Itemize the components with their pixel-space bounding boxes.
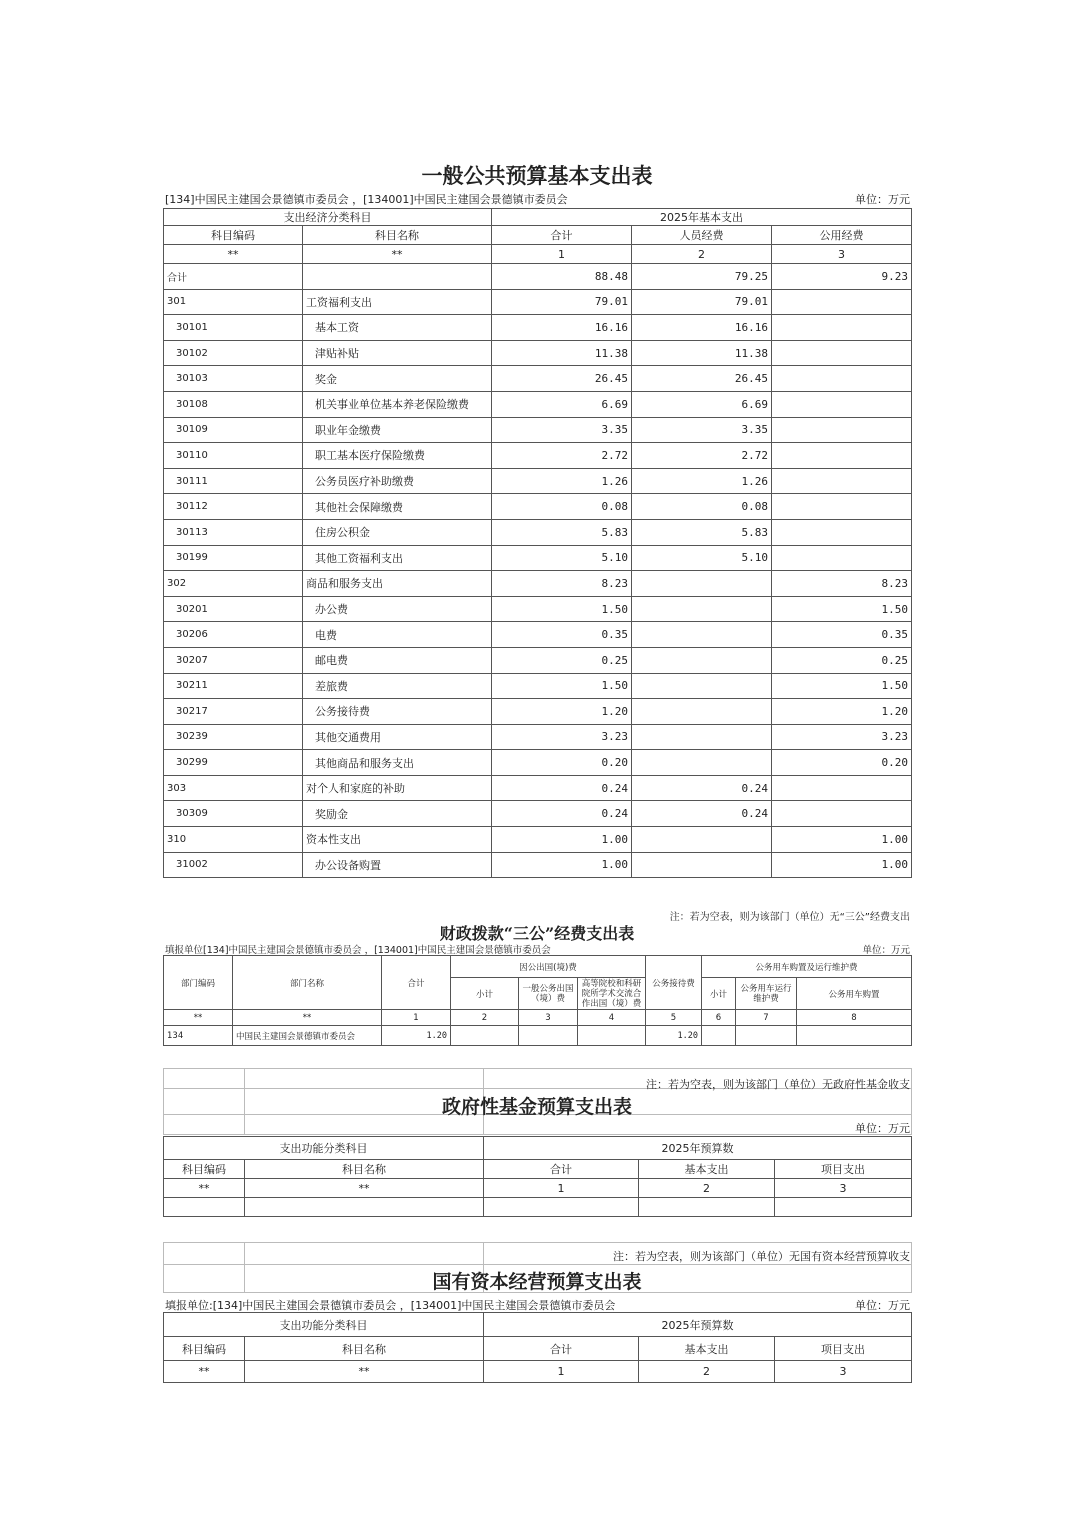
t1-cell-public [772,775,912,801]
t1-cell-personnel: 0.24 [632,775,772,801]
t1-row [164,340,912,366]
t1-cell-name: 办公设备购置 [303,852,492,878]
t2-row-vehicle-run [736,1026,797,1046]
t2-idx-cell: 2 [451,1010,519,1026]
t2-idx-cell: 8 [797,1010,912,1026]
t3-index-row [164,1179,912,1198]
t1-cell-public [772,289,912,315]
t3-idx-cell: ** [245,1179,484,1198]
t3-idx-cell: 1 [484,1179,639,1198]
t3-note: 注：若为空表，则为该部门（单位）无政府性基金收支 [646,1078,910,1091]
t1-cell-personnel [632,750,772,776]
t2-idx-cell: 4 [578,1010,646,1026]
t1-cell-public [772,545,912,571]
t4-unit-line: 填报单位:[134]中国民主建国会景德镇市委员会 ，[134001]中国民主建国会景德镇市委员会 [165,1299,616,1312]
t1-cell-code: 30309 [164,801,303,827]
t1-cell-public: 0.35 [772,622,912,648]
t1-cell-total: 0.24 [492,801,632,827]
t3-idx-cell: 3 [775,1179,912,1198]
t3-col-total: 合计 [484,1160,639,1179]
t2-row-name: 中国民主建国会景德镇市委员会 [233,1026,382,1046]
t1-cell-personnel: 16.16 [632,315,772,341]
t4-col-basic: 基本支出 [639,1337,775,1361]
t1-cell-code: 30102 [164,340,303,366]
t1-cell-total: 1.00 [492,827,632,853]
t2-col-vehicle-buy: 公务用车购置 [797,978,912,1010]
t1-cell-name: 资本性支出 [303,827,492,853]
t1-cell-personnel: 2.72 [632,443,772,469]
t4-idx-cell: ** [164,1361,245,1383]
t1-cell-total: 11.38 [492,340,632,366]
t1-cell-total: 16.16 [492,315,632,341]
t2-col-subtotal: 小计 [451,978,519,1010]
t1-cell-public [772,519,912,545]
t1-row [164,775,912,801]
t2-col-total: 合计 [382,956,451,1010]
t1-cell-total: 8.23 [492,571,632,597]
t2-group-abroad: 因公出国(境)费 [451,956,646,978]
t1-row [164,545,912,571]
t3-title: 政府性基金预算支出表 [441,1096,632,1118]
t1-cell-total: 88.48 [492,264,632,290]
t1-row [164,827,912,853]
t1-cell-public: 9.23 [772,264,912,290]
t1-cell-name: 差旅费 [303,673,492,699]
t1-cell-total: 0.24 [492,775,632,801]
t1-cell-total: 0.20 [492,750,632,776]
t1-cell-name: 其他商品和服务支出 [303,750,492,776]
t1-cell-name: 住房公积金 [303,519,492,545]
t1-row [164,366,912,392]
t2-col-dept-code: 部门编码 [164,956,233,1010]
t1-cell-code: 30101 [164,315,303,341]
t1-idx-3: 3 [772,245,912,264]
t1-cell-total: 3.23 [492,724,632,750]
t1-row [164,596,912,622]
t1-row [164,315,912,341]
t2-col-abroad-academic: 高等院校和科研院所学术交流合作出国（境）费 [578,978,646,1010]
t1-cell-name: 工资福利支出 [303,289,492,315]
t1-cell-public: 3.23 [772,724,912,750]
t1-cell-code: 30109 [164,417,303,443]
t2-col-vehicle-run: 公务用车运行维护费 [736,978,797,1010]
t1-cell-public [772,340,912,366]
t1-cell-public: 0.25 [772,647,912,673]
t1-cell-personnel [632,647,772,673]
t3-group-right: 2025年预算数 [484,1137,912,1160]
t4-table [163,1312,912,1383]
t1-cell-name: 对个人和家庭的补助 [303,775,492,801]
t1-col-total: 合计 [492,226,632,245]
t1-cell-code: 30211 [164,673,303,699]
t1-cell-public [772,366,912,392]
t1-cell-code: 30207 [164,647,303,673]
t1-group-left: 支出经济分类科目 [164,209,492,226]
t1-cell-code: 30217 [164,699,303,725]
t2-note: 注：若为空表，则为该部门（单位）无“三公”经费支出 [669,912,910,923]
t3-col-basic: 基本支出 [639,1160,775,1179]
t1-cell-name: 公务员医疗补助缴费 [303,468,492,494]
t1-cell-code: 合计 [164,264,303,290]
t1-cell-personnel [632,852,772,878]
t4-unit: 单位：万元 [855,1299,910,1312]
t1-cell-public [772,391,912,417]
t1-group-right: 2025年基本支出 [492,209,912,226]
t3-idx-cell: ** [164,1179,245,1198]
t1-cell-code: 30108 [164,391,303,417]
t1-body [164,264,912,878]
t1-cell-personnel [632,699,772,725]
t1-cell-name: 邮电费 [303,647,492,673]
t1-table [163,208,912,878]
t2-group-vehicle: 公务用车购置及运行维护费 [702,956,912,978]
t3-idx-cell: 2 [639,1179,775,1198]
t1-col-personnel: 人员经费 [632,226,772,245]
t1-cell-code: 30111 [164,468,303,494]
t2-idx-cell: 5 [646,1010,702,1026]
t2-col-abroad-general: 一般公务出国（境）费 [519,978,578,1010]
t2-row-subtotal [451,1026,519,1046]
t1-cell-personnel [632,596,772,622]
t1-cell-name: 基本工资 [303,315,492,341]
t1-cell-public: 1.20 [772,699,912,725]
t1-cell-name: 办公费 [303,596,492,622]
t1-cell-code: 31002 [164,852,303,878]
t1-unit-line: [134]中国民主建国会景德镇市委员会 ，[134001]中国民主建国会景德镇市委员会 [165,193,568,206]
t1-col-name: 科目名称 [303,226,492,245]
t1-cell-total: 5.83 [492,519,632,545]
t1-idx-2: 2 [632,245,772,264]
t3-unit: 单位：万元 [855,1122,910,1135]
t1-cell-code: 30110 [164,443,303,469]
t4-idx-cell: 3 [775,1361,912,1383]
t1-row [164,494,912,520]
t2-title: 财政拨款“三公”经费支出表 [439,924,635,943]
t1-row [164,852,912,878]
t1-cell-code: 30112 [164,494,303,520]
t1-cell-total: 79.01 [492,289,632,315]
t1-row [164,264,912,290]
t1-cell-personnel [632,571,772,597]
t1-cell-total: 0.25 [492,647,632,673]
t1-cell-total: 26.45 [492,366,632,392]
t3-col-project: 项目支出 [775,1160,912,1179]
t1-row [164,724,912,750]
t1-row [164,417,912,443]
t1-cell-personnel: 5.10 [632,545,772,571]
t2-row-abroad-general [519,1026,578,1046]
t2-unit: 单位：万元 [862,945,910,956]
t1-cell-code: 30199 [164,545,303,571]
t1-cell-total: 1.26 [492,468,632,494]
t2-col-vehicle-subtotal: 小计 [702,978,736,1010]
t2-row-total: 1.20 [382,1026,451,1046]
t2-col-reception: 公务接待费 [646,956,702,1010]
t1-cell-code: 30239 [164,724,303,750]
t1-cell-personnel [632,827,772,853]
t2-row-abroad-academic [578,1026,646,1046]
t1-cell-personnel: 6.69 [632,391,772,417]
t1-row [164,647,912,673]
t1-cell-total: 0.08 [492,494,632,520]
t2-idx-cell: 6 [702,1010,736,1026]
t4-index-row [164,1361,912,1383]
t1-col-code: 科目编码 [164,226,303,245]
t1-row [164,289,912,315]
t1-cell-total: 3.35 [492,417,632,443]
t4-col-project: 项目支出 [775,1337,912,1361]
t2-table [163,955,912,1046]
t1-cell-personnel: 5.83 [632,519,772,545]
t1-cell-public [772,443,912,469]
t4-idx-cell: ** [245,1361,484,1383]
t1-cell-personnel [632,673,772,699]
t1-cell-name: 其他工资福利支出 [303,545,492,571]
t1-cell-public [772,801,912,827]
t1-cell-personnel: 0.24 [632,801,772,827]
t1-cell-public [772,417,912,443]
t2-idx-cell: 7 [736,1010,797,1026]
t1-cell-personnel: 3.35 [632,417,772,443]
t2-row-code: 134 [164,1026,233,1046]
t3-table [163,1136,912,1217]
t1-cell-name: 奖励金 [303,801,492,827]
t3-col-code: 科目编码 [164,1160,245,1179]
t1-row [164,801,912,827]
t1-cell-name: 其他社会保障缴费 [303,494,492,520]
t3-col-name: 科目名称 [245,1160,484,1179]
t1-title: 一般公共预算基本支出表 [421,163,653,188]
t1-row [164,622,912,648]
t1-cell-name: 电费 [303,622,492,648]
t1-cell-total: 2.72 [492,443,632,469]
t3-empty-row [164,1198,912,1217]
t1-cell-personnel [632,724,772,750]
t2-idx-cell: ** [233,1010,382,1026]
t1-cell-public: 1.00 [772,827,912,853]
t2-col-dept-name: 部门名称 [233,956,382,1010]
t1-row [164,443,912,469]
t4-col-name: 科目名称 [245,1337,484,1361]
t1-idx-code: ** [164,245,303,264]
t1-cell-total: 1.50 [492,673,632,699]
t2-idx-cell: 3 [519,1010,578,1026]
t1-cell-name: 其他交通费用 [303,724,492,750]
t1-cell-name: 奖金 [303,366,492,392]
t1-cell-personnel: 11.38 [632,340,772,366]
t1-cell-total: 0.35 [492,622,632,648]
t1-cell-name: 机关事业单位基本养老保险缴费 [303,391,492,417]
t1-row [164,673,912,699]
t2-idx-cell: ** [164,1010,233,1026]
t1-col-public: 公用经费 [772,226,912,245]
t1-cell-personnel: 26.45 [632,366,772,392]
t2-index-row [164,1010,912,1026]
t1-cell-total: 1.00 [492,852,632,878]
t1-cell-public: 1.50 [772,673,912,699]
t1-row [164,391,912,417]
t1-cell-name: 公务接待费 [303,699,492,725]
t1-row [164,571,912,597]
t1-cell-code: 303 [164,775,303,801]
t4-col-code: 科目编码 [164,1337,245,1361]
t1-cell-name [303,264,492,290]
t1-cell-personnel: 79.01 [632,289,772,315]
t4-col-total: 合计 [484,1337,639,1361]
t1-row [164,468,912,494]
t1-cell-code: 30113 [164,519,303,545]
t2-row-vehicle-buy [797,1026,912,1046]
t1-cell-code: 30206 [164,622,303,648]
t2-idx-cell: 1 [382,1010,451,1026]
t1-cell-public [772,315,912,341]
t1-cell-code: 310 [164,827,303,853]
t1-cell-name: 职业年金缴费 [303,417,492,443]
t1-cell-total: 1.20 [492,699,632,725]
t1-cell-public: 1.50 [772,596,912,622]
t1-idx-1: 1 [492,245,632,264]
t4-note: 注：若为空表，则为该部门（单位）无国有资本经营预算收支 [613,1250,910,1263]
t1-row [164,699,912,725]
t1-cell-public [772,494,912,520]
t4-idx-cell: 1 [484,1361,639,1383]
t1-cell-name: 商品和服务支出 [303,571,492,597]
t1-cell-code: 301 [164,289,303,315]
t1-cell-name: 职工基本医疗保险缴费 [303,443,492,469]
t1-cell-total: 6.69 [492,391,632,417]
t1-cell-personnel: 0.08 [632,494,772,520]
t1-cell-personnel [632,622,772,648]
t3-group-left: 支出功能分类科目 [164,1137,484,1160]
t2-row-vehicle-subtotal [702,1026,736,1046]
t1-cell-total: 5.10 [492,545,632,571]
t1-idx-name: ** [303,245,492,264]
t1-cell-personnel: 79.25 [632,264,772,290]
t1-cell-total: 1.50 [492,596,632,622]
t4-group-left: 支出功能分类科目 [164,1313,484,1337]
t1-cell-public: 0.20 [772,750,912,776]
t2-unit-line: 填报单位[134]中国民主建国会景德镇市委员会 ，[134001]中国民主建国会景德镇市委员会 [165,945,551,956]
t2-data-row [164,1026,912,1046]
t1-row [164,750,912,776]
t1-unit: 单位：万元 [855,193,910,206]
t1-cell-name: 津贴补贴 [303,340,492,366]
t1-cell-public: 1.00 [772,852,912,878]
t4-title: 国有资本经营预算支出表 [432,1271,642,1293]
t2-row-reception: 1.20 [646,1026,702,1046]
t4-group-right: 2025年预算数 [484,1313,912,1337]
t1-cell-code: 30299 [164,750,303,776]
t1-cell-code: 302 [164,571,303,597]
t1-cell-public [772,468,912,494]
t4-idx-cell: 2 [639,1361,775,1383]
t1-cell-public: 8.23 [772,571,912,597]
t1-cell-code: 30103 [164,366,303,392]
t1-cell-code: 30201 [164,596,303,622]
t1-cell-personnel: 1.26 [632,468,772,494]
t1-row [164,519,912,545]
